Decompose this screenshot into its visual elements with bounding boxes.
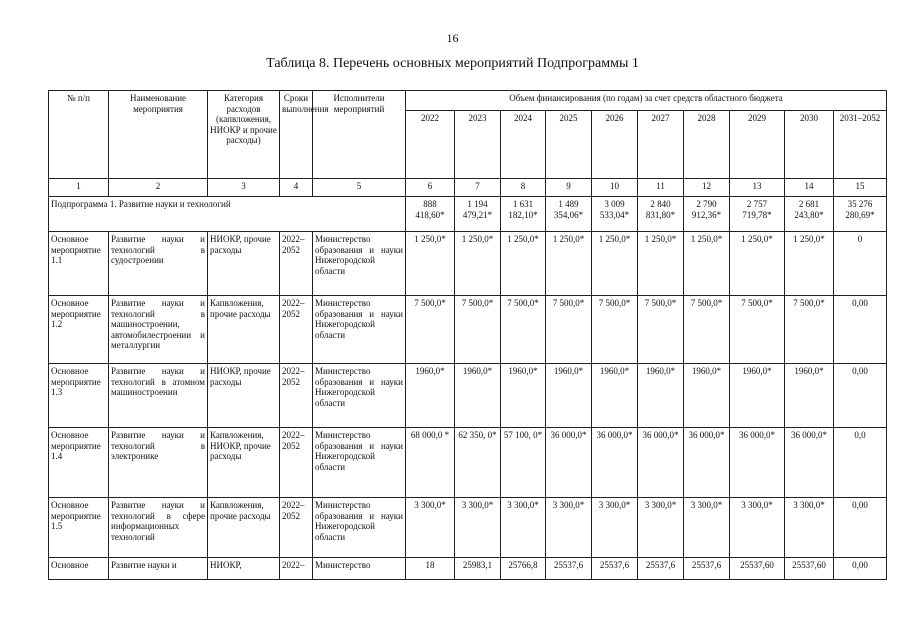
funding-value: 1 250,0* bbox=[638, 232, 684, 296]
activity-executors: Министерство образования и науки Нижегородской области bbox=[313, 296, 406, 364]
funding-value: 25766,8 bbox=[501, 558, 546, 580]
funding-value: 0,00 bbox=[834, 364, 887, 428]
funding-value: 1 250,0* bbox=[406, 232, 455, 296]
funding-value: 3 300,0* bbox=[455, 498, 501, 558]
funding-value: 36 000,0* bbox=[546, 428, 592, 498]
subprogram-value: 888 418,60* bbox=[406, 197, 455, 232]
column-number: 2 bbox=[109, 179, 208, 197]
activity-name: Развитие науки и технологий в атомном машиностроении bbox=[109, 364, 208, 428]
activity-name: Развитие науки и bbox=[109, 558, 208, 580]
header-year: 2026 bbox=[592, 111, 638, 179]
page-number: 16 bbox=[446, 31, 459, 45]
table-title: Таблица 8. Перечень основных мероприятий Подпрограммы 1 bbox=[266, 56, 639, 71]
activity-number: Основное bbox=[49, 558, 109, 580]
activity-category: Капвложения, НИОКР, прочие расходы bbox=[208, 428, 280, 498]
subprogram-value: 35 276 280,69* bbox=[834, 197, 887, 232]
activity-name: Развитие науки и технологий в судостроении bbox=[109, 232, 208, 296]
activity-category: НИОКР, прочие расходы bbox=[208, 364, 280, 428]
activity-number: Основное мероприятие 1.3 bbox=[49, 364, 109, 428]
funding-value: 57 100, 0* bbox=[501, 428, 546, 498]
header-year: 2028 bbox=[684, 111, 730, 179]
activity-category: НИОКР, bbox=[208, 558, 280, 580]
column-number: 13 bbox=[730, 179, 785, 197]
activity-name: Развитие науки и технологий в машиностроении, автомобилестроении и металлургии bbox=[109, 296, 208, 364]
header-year: 2030 bbox=[785, 111, 834, 179]
funding-value: 1 250,0* bbox=[684, 232, 730, 296]
funding-value: 0,0 bbox=[834, 428, 887, 498]
subprogram-value: 2 790 912,36* bbox=[684, 197, 730, 232]
table-row bbox=[49, 558, 887, 580]
funding-value: 1960,0* bbox=[455, 364, 501, 428]
funding-value: 1960,0* bbox=[546, 364, 592, 428]
activity-number: Основное мероприятие 1.4 bbox=[49, 428, 109, 498]
activity-rows bbox=[49, 232, 887, 580]
column-number: 7 bbox=[455, 179, 501, 197]
funding-value: 7 500,0* bbox=[638, 296, 684, 364]
funding-value: 25537,6 bbox=[546, 558, 592, 580]
subprogram-total-row bbox=[49, 197, 887, 232]
subprogram-label: Подпрограмма 1. Развитие науки и технологий bbox=[49, 197, 406, 232]
funding-value: 7 500,0* bbox=[501, 296, 546, 364]
table-row bbox=[49, 232, 887, 296]
subprogram-value: 2 840 831,80* bbox=[638, 197, 684, 232]
column-number: 3 bbox=[208, 179, 280, 197]
funding-value: 1960,0* bbox=[730, 364, 785, 428]
subprogram-value: 1 631 182,10* bbox=[501, 197, 546, 232]
funding-value: 7 500,0* bbox=[455, 296, 501, 364]
column-number: 6 bbox=[406, 179, 455, 197]
funding-value: 1960,0* bbox=[406, 364, 455, 428]
activity-name: Развитие науки и технологий в электронике bbox=[109, 428, 208, 498]
funding-value: 1 250,0* bbox=[730, 232, 785, 296]
subprogram-value: 3 009 533,04* bbox=[592, 197, 638, 232]
column-number: 8 bbox=[501, 179, 546, 197]
activity-terms: 2022–2052 bbox=[280, 498, 313, 558]
header-year: 2029 bbox=[730, 111, 785, 179]
activity-terms: 2022–2052 bbox=[280, 428, 313, 498]
funding-value: 36 000,0* bbox=[684, 428, 730, 498]
header-year: 2031–2052 bbox=[834, 111, 887, 179]
activity-terms: 2022–2052 bbox=[280, 296, 313, 364]
funding-value: 0,00 bbox=[834, 498, 887, 558]
funding-value: 62 350, 0* bbox=[455, 428, 501, 498]
funding-value: 7 500,0* bbox=[546, 296, 592, 364]
funding-value: 3 300,0* bbox=[730, 498, 785, 558]
funding-value: 1 250,0* bbox=[455, 232, 501, 296]
funding-value: 25537,6 bbox=[638, 558, 684, 580]
activity-terms: 2022–2052 bbox=[280, 364, 313, 428]
funding-value: 18 bbox=[406, 558, 455, 580]
funding-value: 0,00 bbox=[834, 296, 887, 364]
activity-category: Капвложения, прочие расходы bbox=[208, 498, 280, 558]
activity-terms: 2022– bbox=[280, 558, 313, 580]
activity-number: Основное мероприятие 1.1 bbox=[49, 232, 109, 296]
table-row bbox=[49, 428, 887, 498]
funding-value: 1960,0* bbox=[684, 364, 730, 428]
activities-table bbox=[48, 90, 887, 580]
column-number: 15 bbox=[834, 179, 887, 197]
activity-category: НИОКР, прочие расходы bbox=[208, 232, 280, 296]
activity-terms: 2022–2052 bbox=[280, 232, 313, 296]
funding-value: 1960,0* bbox=[638, 364, 684, 428]
header-year: 2023 bbox=[455, 111, 501, 179]
subprogram-value: 2 681 243,80* bbox=[785, 197, 834, 232]
column-number: 11 bbox=[638, 179, 684, 197]
activity-name: Развитие науки и технологий в сфере информационных технологий bbox=[109, 498, 208, 558]
header-num: № п/п bbox=[49, 91, 109, 179]
header-year: 2024 bbox=[501, 111, 546, 179]
funding-value: 0,00 bbox=[834, 558, 887, 580]
funding-value: 36 000,0* bbox=[638, 428, 684, 498]
funding-value: 25537,6 bbox=[592, 558, 638, 580]
activity-category: Капвложения, прочие расходы bbox=[208, 296, 280, 364]
funding-value: 3 300,0* bbox=[684, 498, 730, 558]
funding-value: 0 bbox=[834, 232, 887, 296]
funding-value: 25983,1 bbox=[455, 558, 501, 580]
activity-executors: Министерство bbox=[313, 558, 406, 580]
funding-value: 68 000,0 * bbox=[406, 428, 455, 498]
funding-value: 25537,60 bbox=[730, 558, 785, 580]
header-year: 2027 bbox=[638, 111, 684, 179]
header-name: Наименование мероприятия bbox=[109, 91, 208, 179]
funding-value: 1960,0* bbox=[785, 364, 834, 428]
header-category: Категория расходов (капвложения, НИОКР и прочие расходы) bbox=[208, 91, 280, 179]
funding-value: 25537,60 bbox=[785, 558, 834, 580]
funding-value: 1960,0* bbox=[592, 364, 638, 428]
funding-value: 36 000,0* bbox=[785, 428, 834, 498]
column-number: 1 bbox=[49, 179, 109, 197]
column-number: 9 bbox=[546, 179, 592, 197]
header-year: 2022 bbox=[406, 111, 455, 179]
table-row bbox=[49, 296, 887, 364]
column-number: 14 bbox=[785, 179, 834, 197]
funding-value: 1 250,0* bbox=[501, 232, 546, 296]
column-number: 12 bbox=[684, 179, 730, 197]
funding-value: 7 500,0* bbox=[730, 296, 785, 364]
activity-number: Основное мероприятие 1.5 bbox=[49, 498, 109, 558]
funding-value: 3 300,0* bbox=[785, 498, 834, 558]
funding-value: 3 300,0* bbox=[546, 498, 592, 558]
table-row bbox=[49, 498, 887, 558]
subprogram-value: 1 194 479,21* bbox=[455, 197, 501, 232]
funding-value: 7 500,0* bbox=[785, 296, 834, 364]
funding-value: 3 300,0* bbox=[501, 498, 546, 558]
funding-value: 1 250,0* bbox=[592, 232, 638, 296]
column-number: 4 bbox=[280, 179, 313, 197]
funding-value: 7 500,0* bbox=[406, 296, 455, 364]
funding-value: 36 000,0* bbox=[592, 428, 638, 498]
header-year: 2025 bbox=[546, 111, 592, 179]
activity-executors: Министерство образования и науки Нижегородской области bbox=[313, 232, 406, 296]
funding-value: 36 000,0* bbox=[730, 428, 785, 498]
table-row bbox=[49, 364, 887, 428]
funding-value: 1960,0* bbox=[501, 364, 546, 428]
activity-executors: Министерство образования и науки Нижегородской области bbox=[313, 428, 406, 498]
activity-executors: Министерство образования и науки Нижегородской области bbox=[313, 498, 406, 558]
column-number: 10 bbox=[592, 179, 638, 197]
header-funding: Объем финансирования (по годам) за счет средств областного бюджета bbox=[406, 91, 887, 111]
activity-number: Основное мероприятие 1.2 bbox=[49, 296, 109, 364]
funding-value: 1 250,0* bbox=[546, 232, 592, 296]
subprogram-value: 2 757 719,78* bbox=[730, 197, 785, 232]
funding-value: 3 300,0* bbox=[406, 498, 455, 558]
funding-value: 3 300,0* bbox=[592, 498, 638, 558]
activity-executors: Министерство образования и науки Нижегородской области bbox=[313, 364, 406, 428]
funding-value: 7 500,0* bbox=[592, 296, 638, 364]
funding-value: 25537,6 bbox=[684, 558, 730, 580]
column-number: 5 bbox=[313, 179, 406, 197]
column-number-row bbox=[49, 179, 887, 197]
header-terms: Сроки выполнения bbox=[280, 91, 313, 179]
funding-value: 7 500,0* bbox=[684, 296, 730, 364]
subprogram-value: 1 489 354,06* bbox=[546, 197, 592, 232]
funding-value: 1 250,0* bbox=[785, 232, 834, 296]
funding-value: 3 300,0* bbox=[638, 498, 684, 558]
header-executors: Исполнители мероприятий bbox=[313, 91, 406, 179]
